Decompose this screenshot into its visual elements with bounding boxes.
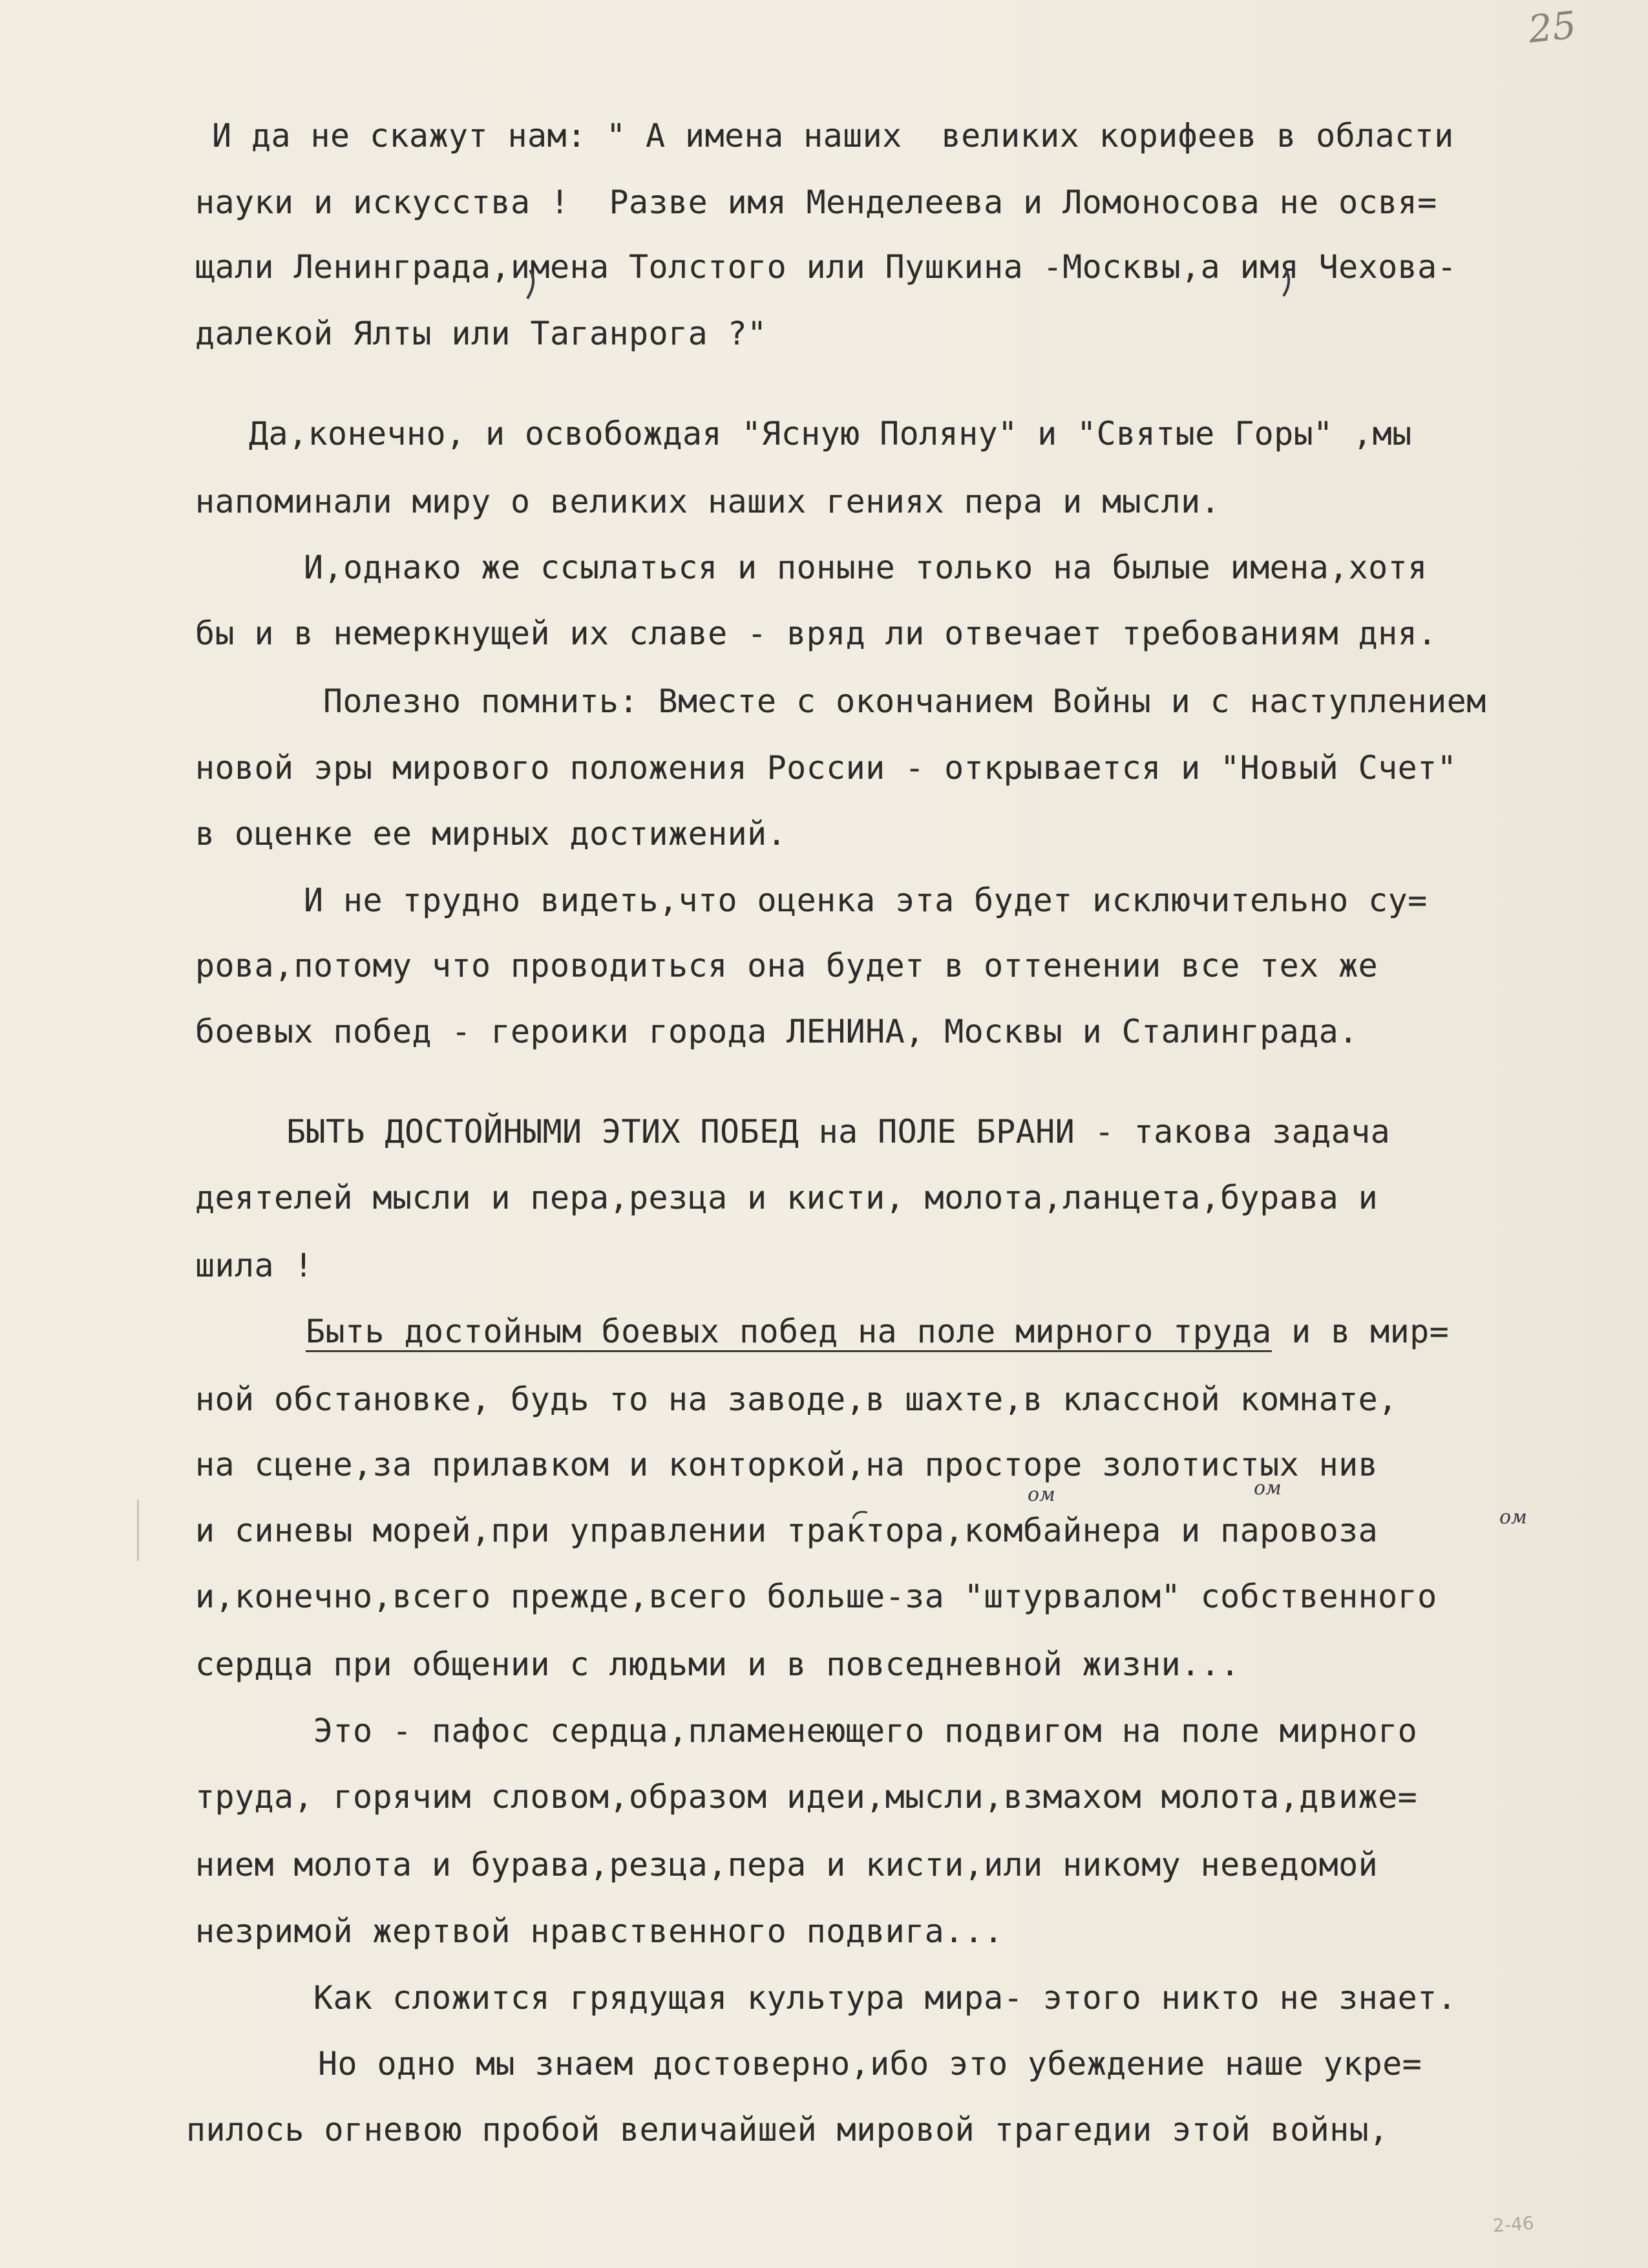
text-line: науки и искусства ! Разве имя Менделеева и Ломоносова не освя= (195, 184, 1437, 221)
handwritten-correction: ом (1028, 1483, 1055, 1506)
text-line: и,конечно,всего прежде,всего больше-за "штурвалом" собственного (195, 1578, 1437, 1615)
handwritten-comma-mark (527, 270, 533, 299)
text-line: в оценке ее мирных достижений. (195, 815, 787, 853)
text-fragment: и в мир= (1271, 1313, 1450, 1350)
text-line: труда, горячим словом,образом идеи,мысли,взмахом молота,движе= (195, 1778, 1418, 1816)
text-line: пилось огневою пробой величайшей мировой трагедии этой войны, (186, 2111, 1389, 2148)
text-line: И да не скажут нам: " А имена наших великих корифеев в области (212, 117, 1454, 154)
text-line: Но одно мы знаем достоверно,ибо это убеждение наше укре= (318, 2045, 1422, 2083)
handwritten-t-correction (853, 1512, 867, 1519)
text-line: И,однако же ссылаться и поныне только на былые имена,хотя (304, 549, 1428, 586)
page-number: 25 (1526, 3, 1579, 52)
text-line: и синевы морей,при управлении трактора,комбайнера и паровоза (195, 1512, 1379, 1549)
text-line: рова,потому что проводиться она будет в оттенении все тех же (195, 947, 1379, 984)
text-line: новой эры мирового положения России - открывается и "Новый Счет" (195, 749, 1457, 787)
text-line: напоминали миру о великих наших гениях пера и мысли. (195, 483, 1221, 520)
text-line: незримой жертвой нравственного подвига... (195, 1913, 1004, 1950)
text-line: Да,конечно, и освобождая "Ясную Поляну" и "Святые Горы" ,мы (249, 415, 1412, 452)
handwritten-comma-mark (1284, 270, 1289, 296)
text-line: на сцене,за прилавком и конторкой,на просторе золотистых нив (195, 1446, 1379, 1483)
text-line: бы и в немеркнущей их славе - вряд ли отвечает требованиям дня. (195, 615, 1437, 652)
text-line: боевых побед - героики города ЛЕНИНА, Москвы и Сталинграда. (195, 1013, 1358, 1050)
archive-stamp: 2-46 (1492, 2212, 1535, 2237)
margin-mark (137, 1500, 139, 1561)
text-line: И не трудно видеть,что оценка эта будет исключительно су= (304, 882, 1428, 919)
text-line: ной обстановке, будь то на заводе,в шахте,в классной комнате, (195, 1381, 1398, 1418)
text-line: Как сложится грядущая культура мира- этого никто не знает. (313, 1979, 1457, 2017)
text-line: БЫТЬ ДОСТОЙНЫМИ ЭТИХ ПОБЕД на ПОЛЕ БРАНИ - такова задача (286, 1113, 1391, 1150)
text-line: Это - пафос сердца,пламенеющего подвигом на поле мирного (313, 1712, 1418, 1750)
underlined-phrase: Быть достойным боевых побед на поле мирного труда (306, 1313, 1272, 1352)
text-line: шила ! (195, 1247, 314, 1284)
handwritten-correction: ом (1499, 1506, 1527, 1529)
text-line: щали Ленинграда,имена Толстого или Пушкина -Москвы,а имя Чехова- (195, 248, 1457, 286)
text-line: далекой Ялты или Таганрога ?" (195, 315, 767, 352)
text-line: сердца при общении с людьми и в повседневной жизни... (195, 1646, 1240, 1683)
handwritten-correction: ом (1254, 1477, 1282, 1500)
text-line: Полезно помнить: Вместе с окончанием Войны и с наступлением (323, 683, 1486, 720)
text-line: деятелей мысли и пера,резца и кисти, молота,ланцета,бурава и (195, 1179, 1379, 1216)
text-line: нием молота и бурава,резца,пера и кисти,или никому неведомой (195, 1846, 1379, 1883)
